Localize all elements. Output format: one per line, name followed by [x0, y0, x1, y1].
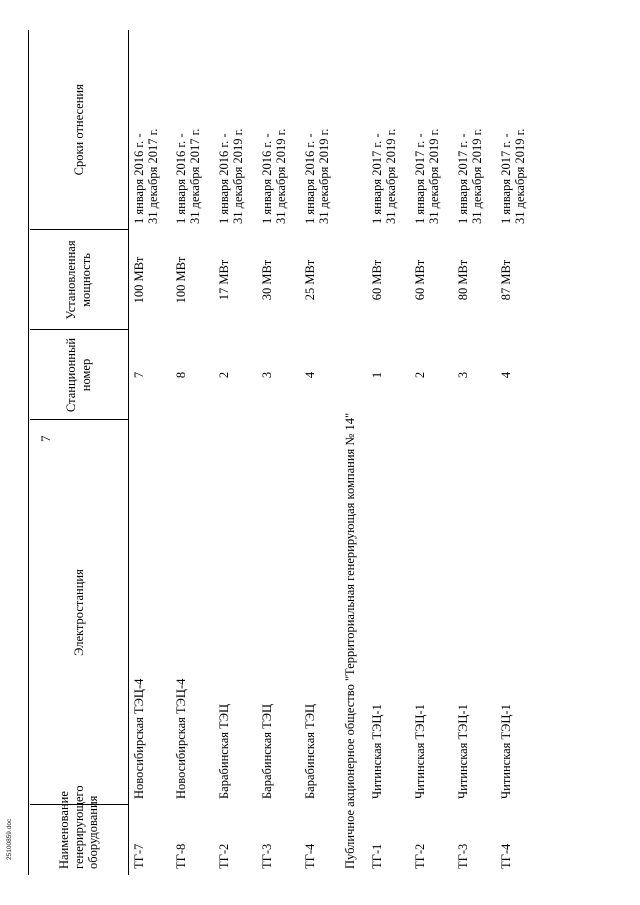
cell-number: 7 [131, 371, 146, 379]
cell-period [367, 30, 410, 230]
cell-capacity: 87 МВт [499, 259, 513, 301]
cell-equipment: ТГ-7 [131, 843, 146, 869]
table-row [128, 30, 171, 875]
table-row [257, 30, 300, 875]
cell-equipment: ТГ-3 [456, 843, 470, 869]
table-header-row [30, 30, 128, 875]
table-row [367, 30, 410, 875]
cell-number: 3 [456, 371, 470, 379]
equipment-table [30, 30, 539, 875]
period-start: 1 января 2016 г. - [131, 133, 146, 224]
cell-equipment: ТГ-3 [260, 843, 274, 869]
page-number: 7 [38, 435, 53, 442]
cell-period [257, 30, 300, 230]
cell-period [300, 30, 343, 230]
cell-station: Новосибирская ТЭЦ-4 [174, 678, 188, 799]
cell-capacity: 17 МВт [217, 259, 231, 301]
period-end: 31 декабря 2019 г. [274, 128, 289, 224]
cell-station: Читинская ТЭЦ-1 [456, 704, 470, 799]
cell-station: Барабинская ТЭЦ [260, 703, 274, 799]
header-period: Сроки отнесения [30, 30, 128, 230]
header-equipment: Наименование генерирующего оборудования [30, 805, 128, 875]
cell-station: Читинская ТЭЦ-1 [370, 704, 384, 799]
period-end: 31 декабря 2019 г. [231, 128, 246, 224]
cell-number: 3 [260, 371, 274, 379]
period-start: 1 января 2017 г. - [499, 133, 513, 224]
cell-equipment: ТГ-1 [370, 843, 384, 869]
cell-capacity: 100 МВт [174, 256, 188, 304]
rotated-page [30, 30, 550, 875]
period-end: 31 декабря 2017 г. [145, 128, 160, 224]
period-end: 31 декабря 2019 г. [384, 128, 399, 224]
cell-equipment: ТГ-2 [217, 843, 231, 869]
table-row [496, 30, 539, 875]
period-start: 1 января 2017 г. - [370, 133, 384, 224]
cell-period [214, 30, 257, 230]
table-row [214, 30, 257, 875]
cell-equipment: ТГ-2 [413, 843, 427, 869]
table-top-rule [28, 30, 29, 875]
period-start: 1 января 2016 г. - [217, 133, 231, 224]
cell-station: Читинская ТЭЦ-1 [413, 704, 427, 799]
period-end: 31 декабря 2019 г. [317, 128, 332, 224]
period-end: 31 декабря 2017 г. [188, 128, 203, 224]
cell-equipment: ТГ-4 [303, 843, 317, 869]
cell-station: Читинская ТЭЦ-1 [499, 704, 513, 799]
period-start: 1 января 2017 г. - [413, 133, 427, 224]
cell-equipment: ТГ-4 [499, 843, 513, 869]
cell-period [171, 30, 214, 230]
period-start: 1 января 2016 г. - [260, 133, 274, 224]
cell-station: Новосибирская ТЭЦ-4 [131, 678, 146, 799]
period-start: 1 января 2017 г. - [456, 133, 470, 224]
cell-period [496, 30, 539, 230]
cell-station: Барабинская ТЭЦ [303, 703, 317, 799]
cell-capacity: 25 МВт [303, 259, 317, 301]
cell-capacity: 80 МВт [456, 259, 470, 301]
period-start: 1 января 2016 г. - [303, 133, 317, 224]
header-station: Электростанция [30, 420, 128, 805]
cell-period [453, 30, 496, 230]
table-row [300, 30, 343, 875]
cell-number: 2 [413, 371, 427, 379]
cell-number: 1 [370, 371, 384, 379]
cell-period [128, 30, 171, 230]
cell-period [410, 30, 453, 230]
header-station-number: Станционный номер [30, 330, 128, 420]
cell-capacity: 60 МВт [413, 259, 427, 301]
cell-capacity: 60 МВт [370, 259, 384, 301]
cell-capacity: 100 МВт [131, 256, 146, 304]
org-row [343, 30, 367, 875]
cell-number: 2 [217, 371, 231, 379]
cell-number: 8 [174, 371, 188, 379]
table-row [171, 30, 214, 875]
period-end: 31 декабря 2019 г. [470, 128, 485, 224]
period-end: 31 декабря 2019 г. [513, 128, 528, 224]
table-row [453, 30, 496, 875]
table-row [410, 30, 453, 875]
period-start: 1 января 2016 г. - [174, 133, 188, 224]
header-capacity: Установленная мощность [30, 230, 128, 330]
org-name: Публичное акционерное общество "Территориальная генерирующая компания № 14" [343, 412, 357, 869]
cell-capacity: 30 МВт [260, 259, 274, 301]
cell-number: 4 [303, 371, 317, 379]
cell-equipment: ТГ-8 [174, 843, 188, 869]
cell-station: Барабинская ТЭЦ [217, 703, 231, 799]
document-code: 25100859.doc [6, 818, 13, 860]
cell-number: 4 [499, 371, 513, 379]
period-end: 31 декабря 2019 г. [427, 128, 442, 224]
